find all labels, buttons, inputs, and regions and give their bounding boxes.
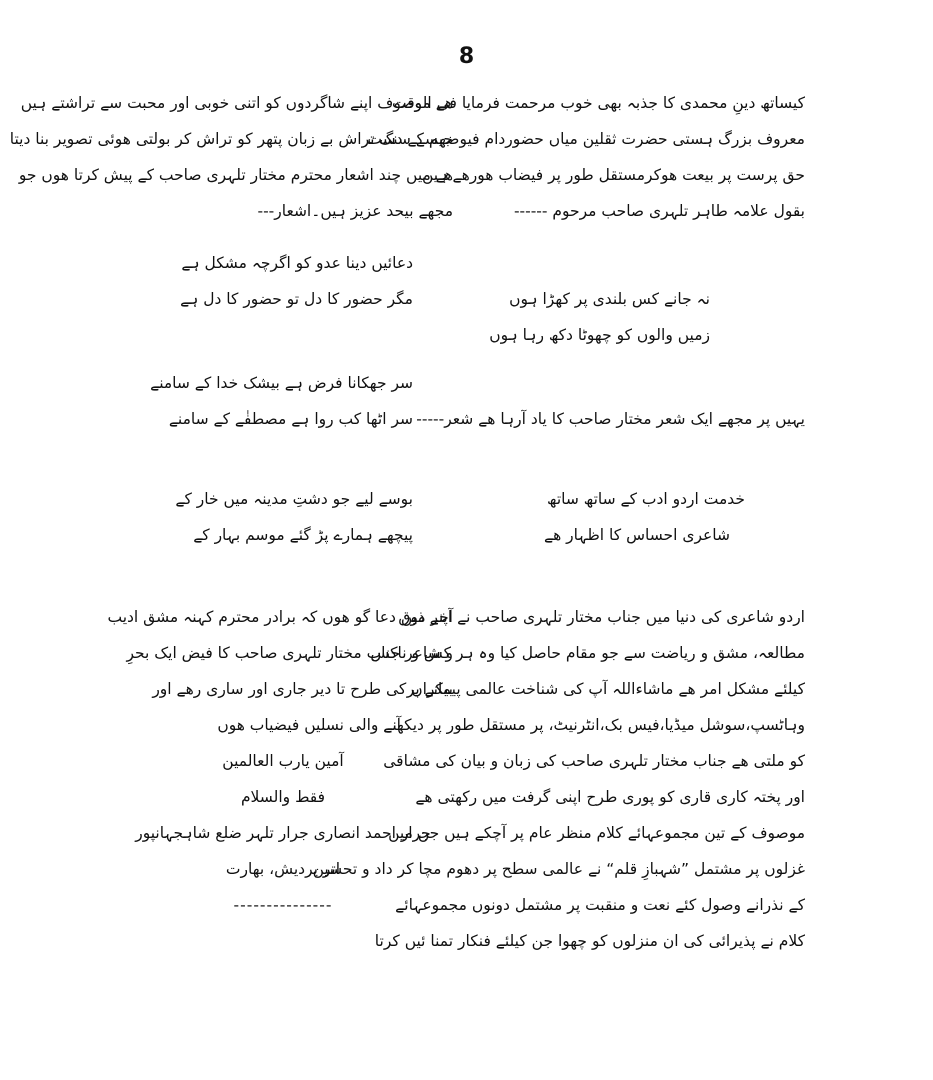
verse-line: دعائیں دینا عدو کو اگرچہ مشکل ہے: [181, 254, 413, 272]
text-line: بقول علامہ طاہر تلہری صاحب مرحوم ------: [513, 202, 805, 220]
text-line: مطالعہ، مشق و ریاضت سے جو مقام حاصل کیا وہ ہر کس و ناکس: [370, 644, 805, 662]
text-line: وہاٹسپ،سوشل میڈیا،فیس بک،انٹرنیٹ، پر مستقل طور پر دیکھنے: [383, 716, 805, 734]
text-line: کو ملتی ھے جناب مختار تلہری صاحب کی زبان و بیان کی مشاقی: [383, 752, 805, 770]
verse-line: سر اٹھا کب روا ہے مصطفٰے کے سامنے: [168, 410, 413, 428]
divider-dashes: ---------------: [233, 896, 333, 914]
text-line: موصوف کے تین مجموعہائے کلام منظر عام پر آچکے ہیں جن میں: [388, 824, 805, 842]
verse-line: خدمت اردو ادب کے ساتھ ساتھ: [547, 490, 745, 508]
text-line: کلام نے پذیرائی کی ان منزلوں کو چھوا جن کیلئے فنکار تمنا ئیں کرتا: [374, 932, 805, 950]
text-line: ھے موصوف اپنے شاگردوں کو اتنی خوبی اور محبت سے تراشتے ہیں: [20, 94, 453, 112]
text-line: مجھے بیحد عزیز ہیں۔اشعار---: [257, 202, 453, 220]
text-line: کیساتھ دینِ محمدی کا جذبہ بھی خوب مرحمت فرمایا فی الوقت: [392, 94, 805, 112]
text-line: اور پختہ کاری قاری کو پوری طرح اپنی گرفت میں رکھتی ھے: [415, 788, 805, 806]
text-line: یہیں پر مجھے ایک شعر مختار صاحب کا یاد آرہا ھے شعر-----: [416, 410, 805, 428]
closing-line: فقط والسلام: [240, 788, 326, 806]
text-line: کے نذرانے وصول کئے نعت و منقبت پر مشتمل دونوں مجموعہائے: [395, 896, 805, 914]
text-line: کیلئے مشکل امر ھے ماشاءاللہ آپ کی شناخت عالمی پیمانے پر: [406, 680, 805, 698]
verse-line: شاعری احساس کا اظہار ھے: [544, 526, 730, 544]
text-line: اردو شاعری کی دنیا میں جناب مختار تلہری صاحب نے اپنے ذوق: [398, 608, 805, 626]
location-line: اتر پردیش، بھارت: [225, 860, 341, 878]
text-line: ھے میں چند اشعار محترم مختار تلہری صاحب کے پیش کرتا ھوں جو: [18, 166, 453, 184]
verse-line: مگر حضور کا دل تو حضور کا دل ہے: [180, 290, 413, 308]
signature-line: جرار احمد انصاری جرار تلہر ضلع شاہجہانپور: [135, 824, 431, 842]
text-line: جیسے سنگ تراش بے زبان پتھر کو تراش کر بولتی ھوئی تصویر بنا دیتا: [9, 130, 453, 148]
verse-line: بوسے لیے جو دشتِ مدینہ میں خار کے: [175, 490, 413, 508]
text-line: غزلوں پر مشتمل ”شہبازِ قلم“ نے عالمی سطح پر دھوم مچا کر داد و تحسین: [312, 860, 805, 878]
verse-line: نہ جانے کس بلندی پر کھڑا ہوں: [509, 290, 710, 308]
page-number: 8: [458, 44, 475, 69]
verse-line: زمیں والوں کو چھوٹا دکھ رہا ہوں: [489, 326, 710, 344]
closing-line: آمین یارب العالمین: [222, 752, 344, 770]
text-line: آنے والی نسلیں فیضیاب ھوں: [217, 716, 401, 734]
text-line: حق پرست پر بیعت ھوکرمستقل طور پر فیضاب ھورھے ہیں: [422, 166, 805, 184]
text-line: معروف بزرگ ہستی حضرت ثقلین میاں حضوردام فیوضھم کے دست: [367, 130, 805, 148]
verse-line: سر جھکانا فرض ہے بیشک خدا کے سامنے: [150, 374, 413, 392]
verse-line: پیچھے ہمارے پڑ گئے موسم بہار کے: [193, 526, 413, 544]
text-line: بیکراں کی طرح تا دیر جاری اور ساری رھے اور: [152, 680, 453, 698]
text-line: و شاعر جناب مختار تلہری صاحب کا فیض ایک بحرِ: [126, 644, 453, 662]
text-line: آخر میں دعا گو ھوں کہ برادر محترم کہنہ مشق ادیب: [107, 608, 453, 626]
